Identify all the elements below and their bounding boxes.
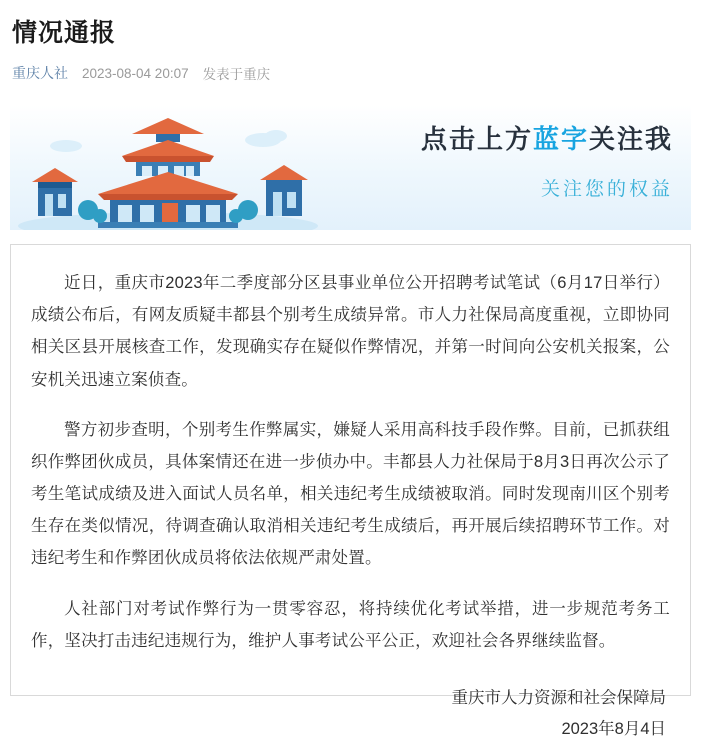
signature-block	[31, 683, 670, 746]
article-meta	[0, 51, 701, 83]
meta-account-name[interactable]: 重庆人社	[12, 65, 68, 81]
temple-illustration	[18, 110, 318, 230]
signature-date: 2023年8月4日	[561, 720, 666, 739]
meta-datetime: 2023-08-04 20:07	[82, 65, 189, 81]
body-paragraph-2: 警方初步查明，个别考生作弊属实，嫌疑人采用高科技手段作弊。目前，已抓获组织作弊团伙成员，具体案情还在进一步侦办中。丰都县人力社保局于8月3日再次公示了考生笔试成绩及进入面试人员名单，相关违纪考生成绩被取消。同时发现南川区个别考生存在类似情况，待调查确认取消相关违纪考生成绩后，再开展后续招聘环节工作。对违纪考生和作弊团伙成员将依法依规严肃处置。	[31, 420, 670, 568]
banner-headline	[421, 119, 673, 156]
follow-banner	[10, 105, 691, 230]
banner-headline-highlight: 蓝字	[532, 124, 589, 154]
banner-text-block	[421, 119, 673, 201]
body-paragraph-3: 人社部门对考试作弊行为一贯零容忍，将持续优化考试举措，进一步规范考务工作，坚决打击违纪违规行为，维护人事考试公平公正，欢迎社会各界继续监督。	[31, 599, 670, 650]
page-title: 情况通报	[12, 19, 117, 47]
signature-org: 重庆市人力资源和社会保障局	[451, 688, 666, 707]
banner-headline-prefix: 点击上方	[420, 124, 533, 154]
banner-headline-suffix: 关注我	[588, 124, 673, 154]
banner-subtitle: 关注您的权益	[540, 179, 673, 200]
meta-location: 发表于重庆	[202, 67, 271, 82]
body-paragraph-1: 近日，重庆市2023年二季度部分区县事业单位公开招聘考试笔试（6月17日举行）成绩公布后，有网友质疑丰都县个别考生成绩异常。市人力社保局高度重视，立即协同相关区县开展核查工作，发现确实存在疑似作弊情况，并第一时间向公安机关报案，公安机关迅速立案侦查。	[31, 274, 670, 389]
notice-body-card	[10, 244, 691, 739]
